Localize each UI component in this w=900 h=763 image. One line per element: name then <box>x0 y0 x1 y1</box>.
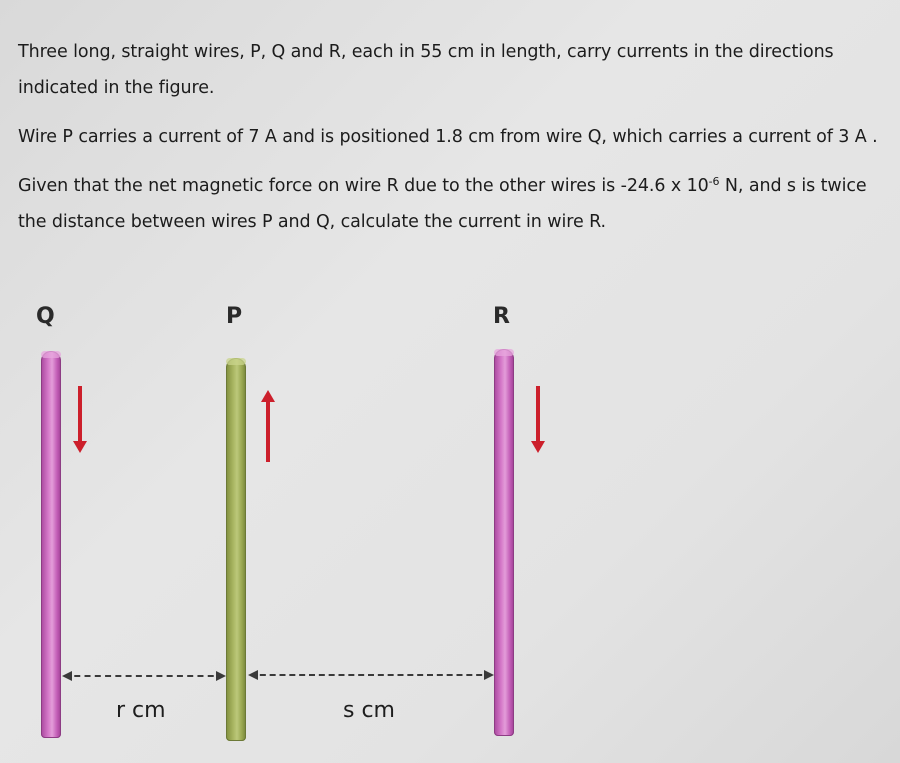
problem-paragraph-1: Three long, straight wires, P, Q and R, each in 55 cm in length, carry currents in the directions indicated in the figure. <box>18 42 834 98</box>
wire-label-q: Q <box>36 304 55 329</box>
wire-q-cap <box>41 351 61 358</box>
wire-p <box>226 358 246 741</box>
wire-r-cap <box>494 349 514 356</box>
wire-p-cap <box>226 358 246 365</box>
wire-r <box>494 349 514 736</box>
wire-q <box>41 351 61 738</box>
distance-marker-p-r <box>250 674 492 676</box>
problem-statement <box>18 34 893 253</box>
problem-paragraph-3 <box>18 168 893 240</box>
exponent: -6 <box>708 175 720 188</box>
current-arrow-r-down-icon <box>536 386 540 443</box>
wire-label-p: P <box>226 304 243 329</box>
distance-marker-q-p <box>64 675 224 677</box>
wire-label-r: R <box>493 304 510 329</box>
problem-paragraph-2: Wire P carries a current of 7 A and is positioned 1.8 cm from wire Q, which carries a current of 3 A . <box>18 127 878 147</box>
current-arrow-q-down-icon <box>78 386 82 443</box>
wire-diagram <box>0 290 900 763</box>
distance-label-r: r cm <box>116 698 166 723</box>
problem-paragraph-3-text-end: N, and s is twice the distance between wires P and Q, calculate the current in wire R. <box>18 176 867 232</box>
problem-paragraph-3-text-start: Given that the net magnetic force on wire R due to the other wires is -24.6 x 10 <box>18 176 709 196</box>
distance-label-s: s cm <box>343 698 395 723</box>
current-arrow-p-up-icon <box>266 400 270 462</box>
